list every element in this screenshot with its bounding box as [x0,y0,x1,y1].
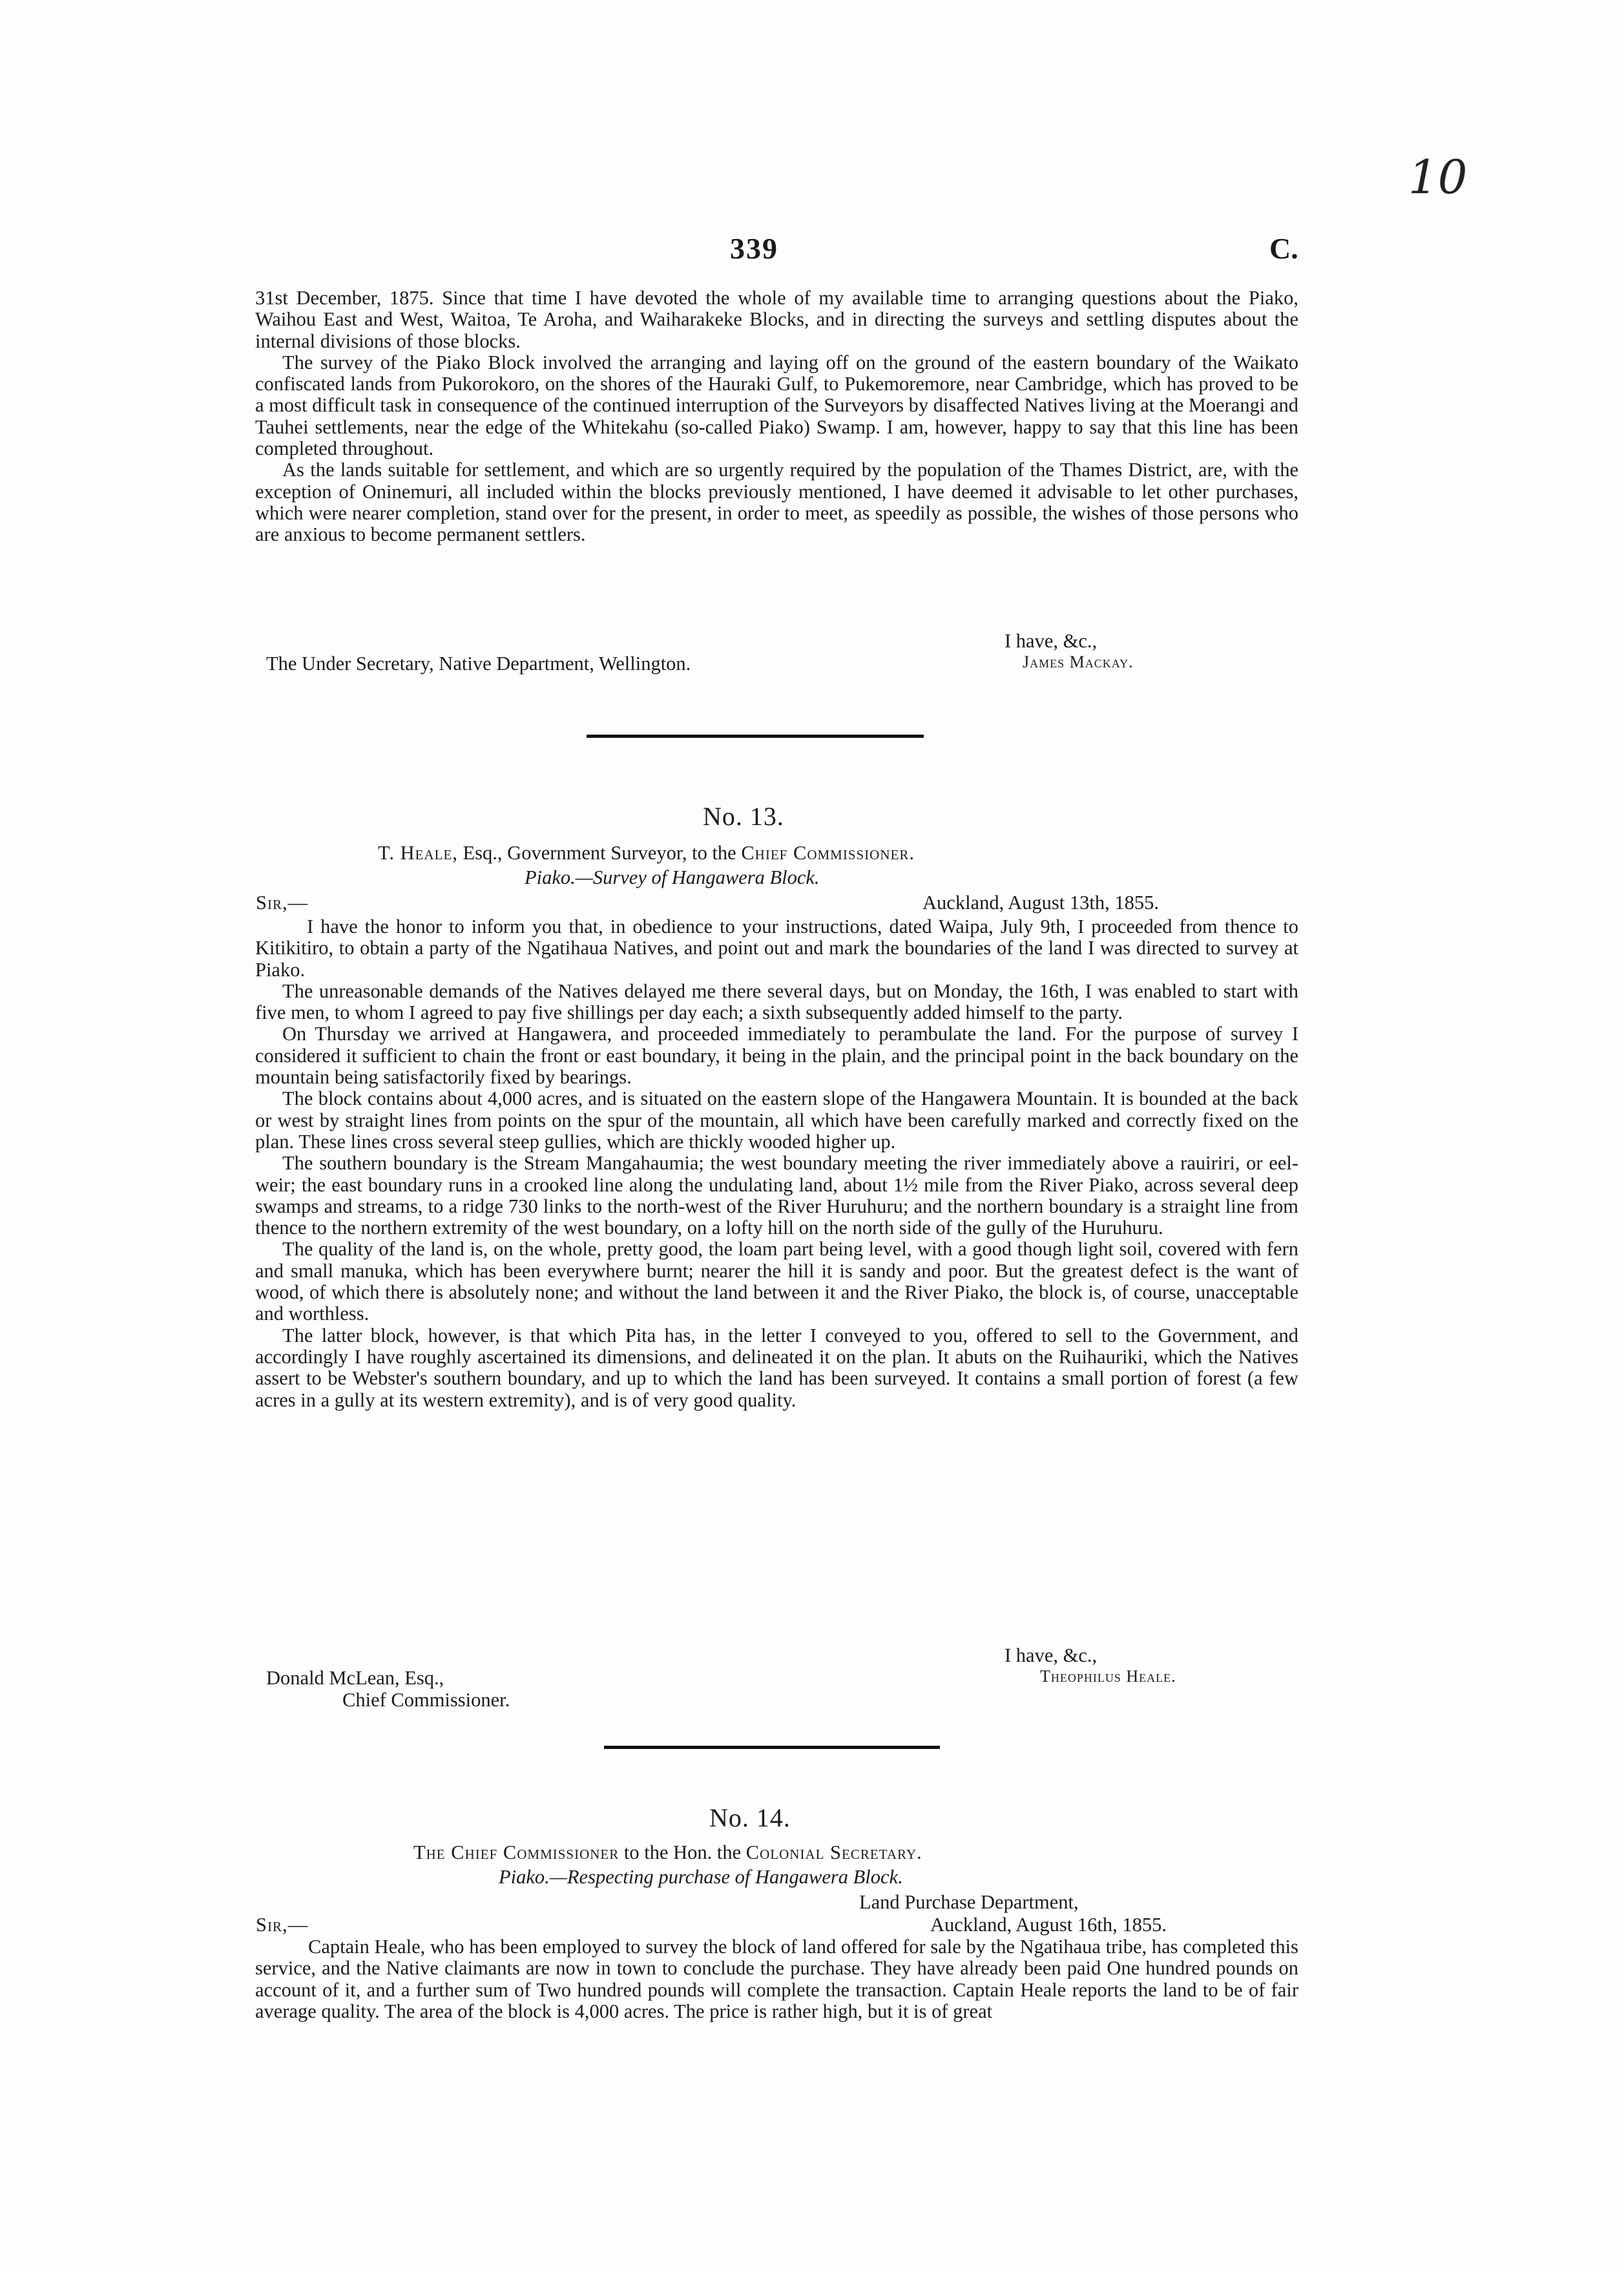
addressee-title: Chief Commissioner. [342,1689,510,1711]
letter-subject [525,866,820,889]
paragraph: The unreasonable demands of the Natives delayed me there several days, but on Monday, the 16th, I was enabled to start with five men, to whom I agreed to pay five shillings per day each; a sixth subsequently added himself to the party. [255,979,1298,1024]
subject-text: —Respecting purchase of Hangawera Block. [549,1866,903,1888]
connector: to the Hon. the [623,1841,742,1863]
letter-from-to [413,1841,922,1864]
closing: I have, &c., [1005,1644,1098,1666]
sender: The Chief Commissioner [413,1841,619,1863]
page-number: 339 [730,232,778,265]
paragraph: The block contains about 4,000 acres, and is situated on the eastern slope of the Hangawera Mountain. It is bounded at the back or west by straight lines from points on the spur of the mountain, all which have been carefully marked and correctly fixed on the plan. These lines cross several steep gullies, which are thickly wooded higher up. [255,1087,1298,1153]
paragraph: The latter block, however, is that which Pita has, in the letter I conveyed to you, offered to sell to the Government, and accordingly I have roughly ascertained its dimensions, and delineated it on the plan. It abuts on the Ruihauriki, which the Natives assert to be Webster's southern boundary, and up to which the land has been surveyed. It contains a small portion of forest (a few acres in a gully at its western extremity), and is of very good quality. [255,1324,1298,1411]
paragraph: 31st December, 1875. Since that time I have devoted the whole of my available time to arranging questions about the Piako, Waihou East and West, Waitoa, Te Aroha, and Waiharakeke Blocks, and in directing the surveys and settling disputes about the internal divisions of those blocks. [255,287,1298,352]
closing: I have, &c., [1005,630,1098,652]
recipient: Colonial Secretary. [745,1841,922,1863]
recipient: Chief Commissioner. [741,842,915,864]
dateline: Auckland, August 16th, 1855. [930,1914,1167,1936]
paragraph: Captain Heale, who has been employed to survey the block of land offered for sale by the Ngatihaua tribe, has completed this service, and the Native claimants are now in town to conclude the purchase. They have already been paid One hundred pounds on account of it, and a further sum of Two hundred pounds will complete the transaction. Captain Heale reports the land to be of fair average quality. The area of the block is 4,000 acres. The price is rather high, but it is of great [255,1936,1298,2022]
handwritten-page-mark: 10 [1408,150,1468,204]
addressee: The Under Secretary, Native Department, Wellington. [266,653,691,675]
letter-from-to [378,842,915,864]
sender-name: T. Heale, [378,842,458,864]
paragraph: On Thursday we arrived at Hangawera, and proceeded immediately to perambulate the land. For the purpose of survey I considered it sufficient to chain the front or east boundary, it being in the plain, and the principal point in the back boundary on the mountain being satisfactorily fixed by bearings. [255,1023,1298,1089]
signature: Theophilus Heale. [1040,1667,1176,1686]
letter-number: No. 14. [709,1803,791,1832]
series-letter: C. [1269,232,1298,265]
paragraph: The quality of the land is, on the whole, pretty good, the loam part being level, with a good though light soil, covered with fern and small manuka, which has been everywhere burnt; nearer the hill it is sandy and poor. But the greatest defect is the want of wood, of which there is absolutely none; and without the land between it and the River Piako, the block is, of course, unacceptable and worthless. [255,1238,1298,1325]
section-divider [587,735,924,738]
salutation: Sir,— [256,1914,309,1936]
subject-text: —Survey of Hangawera Block. [575,866,820,888]
addressee: Donald McLean, Esq., [266,1667,444,1689]
no13-body [255,916,1298,1411]
paragraph: I have the honor to inform you that, in obedience to your instructions, dated Waipa, July 9th, I proceeded from thence to Kitikitiro, to obtain a party of the Ngatihaua Natives, and point out and mark the boundaries of the land I was directed to survey at Piako. [255,916,1298,981]
paragraph: As the lands suitable for settlement, and which are so urgently required by the population of the Thames District, are, with the exception of Oninemuri, all included within the blocks previously mentioned, I have deemed it advisable to let other purchases, which were nearer completion, stand over for the present, in order to meet, as speedily as possible, the wishes of those persons who are anxious to become permanent settlers. [255,459,1298,546]
department: Land Purchase Department, [859,1891,1079,1913]
subject-place: Piako. [499,1866,550,1888]
sender-title: Esq., Government Surveyor, to the [463,842,736,864]
letter-number: No. 13. [703,802,784,831]
paragraph: The survey of the Piako Block involved the arranging and laying off on the ground of the eastern boundary of the Waikato confiscated lands from Pukorokoro, on the shores of the Hauraki Gulf, to Pukemoremore, near Cambridge, which has proved to be a most difficult task in consequence of the continued interruption of the Surveyors by disaffected Natives living at the Moerangi and Tauhei settlements, near the edge of the Whitekahu (so-called Piako) Swamp. I am, however, happy to say that this line has been completed throughout. [255,351,1298,460]
section-divider [604,1746,940,1749]
signature: James Mackay. [1023,653,1134,671]
letter-subject [499,1866,903,1889]
dateline: Auckland, August 13th, 1855. [922,892,1159,914]
first-letter-body [255,288,1298,546]
salutation: Sir,— [256,892,309,914]
subject-place: Piako. [525,866,576,888]
no14-body [255,1936,1298,2022]
paragraph: The southern boundary is the Stream Mangahaumia; the west boundary meeting the river immediately above a rauiriri, or eel-weir; the east boundary runs in a crooked line along the undulating land, about 1½ mile from the River Piako, across several deep swamps and streams, to a ridge 730 links to the north-west of the River Huruhuru; and the northern boundary is a straight line from thence to the northern extremity of the west boundary, on a lofty hill on the north side of the gully of the Huruhuru. [255,1152,1298,1239]
